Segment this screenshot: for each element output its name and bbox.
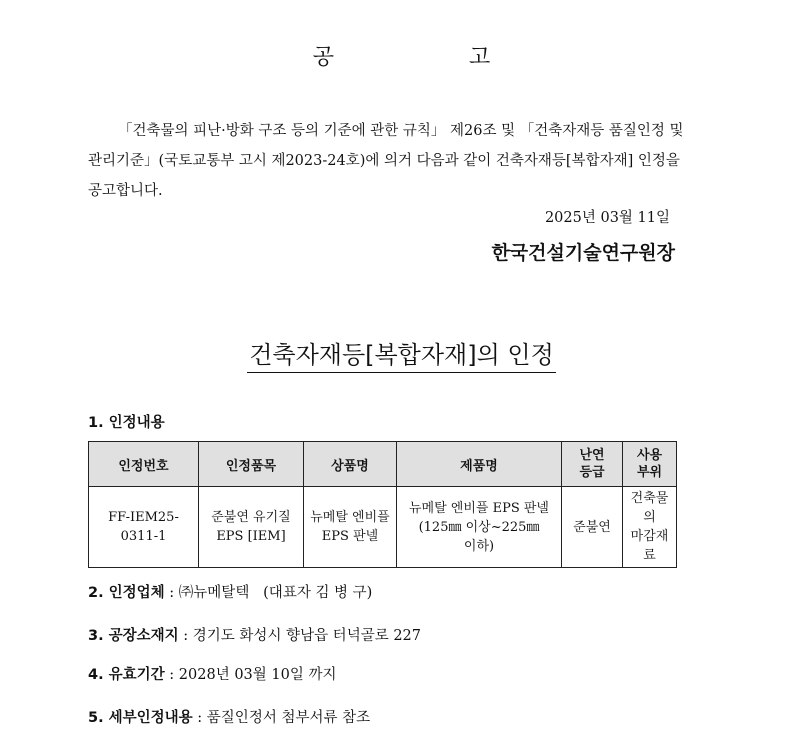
notice-title: 공 고 — [312, 45, 555, 70]
col-brand-name: 상품명 — [304, 442, 397, 487]
section-2 — [88, 581, 372, 602]
section-3 — [88, 624, 421, 645]
section-2-value: ㈜뉴메탈텍 (대표자 김 병 구) — [178, 585, 373, 601]
section-4-label: 4. 유효기간 — [88, 667, 165, 683]
document-subtitle — [0, 335, 803, 370]
cell-fire-grade: 준불연 — [562, 487, 623, 568]
col-cert-item: 인정품목 — [199, 442, 304, 487]
col-cert-number: 인정번호 — [89, 442, 199, 487]
section-5 — [88, 706, 370, 727]
section-3-value: 경기도 화성시 향남읍 터넉골로 227 — [192, 628, 421, 644]
notice-date: 2025년 03월 11일 — [544, 210, 670, 226]
cell-brand-name: 뉴메탈 엔비플 EPS 판넬 — [304, 487, 397, 568]
cell-usage-area: 건축물의 마감재료 — [623, 487, 677, 568]
col-fire-grade: 난연 등급 — [562, 442, 623, 487]
cell-cert-item: 준불연 유기질 EPS [IEM] — [199, 487, 304, 568]
section-5-label: 5. 세부인정내용 — [88, 710, 193, 726]
issuer-name: 한국건설기술연구원장 — [491, 242, 675, 264]
subtitle-text: 건축자재등[복합자재]의 인정 — [247, 341, 556, 373]
section-4 — [88, 663, 336, 684]
section-1-label: 1. 인정내용 — [88, 415, 165, 431]
col-usage-area: 사용 부위 — [623, 442, 677, 487]
section-3-sep: : — [178, 628, 193, 644]
section-1-heading — [88, 411, 165, 432]
section-5-sep: : — [192, 710, 207, 726]
table-row — [89, 487, 677, 568]
section-2-label: 2. 인정업체 — [88, 585, 165, 601]
section-4-value: 2028년 03월 10일 까지 — [178, 667, 337, 683]
section-5-value: 품질인정서 첨부서류 참조 — [206, 710, 371, 726]
col-product-name: 제품명 — [397, 442, 562, 487]
cell-cert-number: FF-IEM25-0311-1 — [89, 487, 199, 568]
table-header-row — [89, 442, 677, 487]
section-3-label: 3. 공장소재지 — [88, 628, 179, 644]
cell-product-name: 뉴메탈 엔비플 EPS 판넬 (125㎜ 이상~225㎜ 이하) — [397, 487, 562, 568]
notice-paragraph: 「건축물의 피난·방화 구조 등의 기준에 관한 규칙」 제26조 및 「건축자재등 품질인정 및 관리기준」(국토교통부 고시 제2023-24호)에 의거 다음과 같이 건축자재등[복합자재] 인정을 공고합니다. — [88, 123, 684, 199]
section-2-sep: : — [164, 585, 179, 601]
certification-table — [88, 441, 677, 568]
section-4-sep: : — [164, 667, 179, 683]
